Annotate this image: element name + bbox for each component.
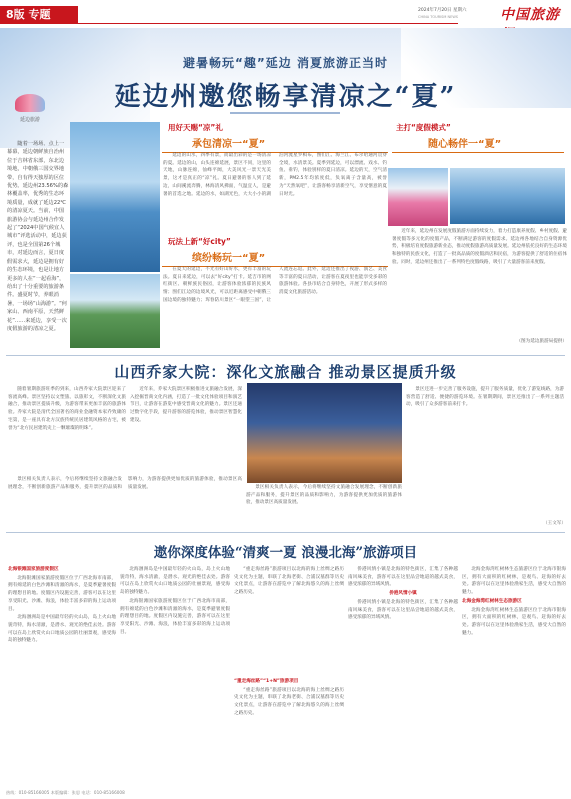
- article-3-col-2: [120, 566, 230, 786]
- section-b-body: [163, 266, 387, 348]
- article-2-col-4: [406, 386, 564, 520]
- article-3-heading-2: “重走海丝路”“1+N”旅游项目: [234, 679, 299, 684]
- section-a-kicker: 用好天赐“凉”礼: [168, 123, 223, 132]
- date-text-en: CHINA TOURISM NEWS: [418, 15, 459, 19]
- article-3-text-5a: 北海金海湾红树林生态旅游区位于北海市银海区，拥有大面积的红树林，是观鸟、赶海的好去处。游客可以在这里体验渔家生活，感受大自然的魅力。: [462, 567, 566, 596]
- article-3-col-3: [234, 566, 344, 676]
- section-c-header: [392, 122, 568, 153]
- article-2-col-5: [8, 476, 242, 528]
- lead-paragraph: [7, 140, 69, 346]
- section-label: 8版 专题: [0, 6, 78, 24]
- article-2-text-1b: 景区相关负责人表示，今后将继续坚持文旅融合发展理念，不断创新旅游产品和服务，提升景区的品质和影响力，为游客提供更加优质的旅游体验，推动景区高质量发展。: [8, 477, 242, 490]
- lead-text: 随着一场场、点上一幕幕，延边朝鲜族自治州位于吉林省东部，东北边境地，中朝俄三国交界地带，自有得天独厚的区位优势。延边州23.56%的森林覆盖率，优秀的生态环境质量，成就了延边22℃的清凉夏天。当前，中国旅游协会与延边州合作发起了“2024中国气候宜人城市”评选活动中，延边获评，也是全国第26个城市，对延边而言，夏日度假需求大，延边是拥有好的生态环境，也是让地方更多的人在“一起看海”，给出了十分重要的旅游条件。盛夏时节，养眼消暑，一场场“山海游”。“何家山、西南平原，天然鲜花”……来延边，享受一次度假旅游的清凉之夏。: [7, 141, 69, 332]
- yanbian-logo: [8, 94, 52, 132]
- photo-mountain: [70, 274, 160, 348]
- yanbian-logo-caption: 延边旅游: [19, 117, 40, 123]
- article-2-col-1: [8, 386, 126, 474]
- article-3-text-1: 北海银滩国家旅游度假区位于广西北海市南部，拥有绵延的白色沙滩和清澈的海水，是夏季避暑度假的理想目的地。度假区内设施完善，游客可以在这里享受阳光、沙滩、海浪，体验丰富多彩的海上运动项目。: [8, 575, 116, 612]
- section-c-caption: （图为延边旅游局提供）: [516, 339, 567, 344]
- hero-subtitle: 避暑畅玩“趣”延边 消夏旅游正当时: [183, 56, 388, 70]
- section-a-title: 承包清凉一“夏”: [192, 139, 266, 150]
- photo-coast: [70, 122, 160, 272]
- hero-divider: [230, 112, 340, 114]
- article-3-text-2b: 北海涠洲岛是中国最年轻的火山岛，岛上火山地貌奇特，海水清澈，是潜水、观光的绝佳去处。游客可以在岛上欣赏火山口地质公园的壮丽景观，感受海岛的独特魅力。: [120, 567, 230, 596]
- article-2-credit: （王文军）: [543, 521, 566, 526]
- section-c-kicker: 主打“度假模式”: [396, 123, 451, 132]
- section-a-header: [162, 122, 402, 153]
- article-3-col-1: [8, 566, 116, 786]
- article-2-col-2: [130, 386, 242, 474]
- section-c-title: 随心畅伴一“夏”: [428, 139, 502, 150]
- footer-info: 热线：010-85166005 本版编辑：张思 电话：010-85166008: [6, 790, 125, 795]
- article-2-text-2: 近年来，乔家大院景区积极推进文旅融合发展，深入挖掘晋商文化内涵，打造了一批文化体验项目和演艺节目，让游客在游览中感受晋商文化的魅力。景区还通过数字化手段，提升游客的游览体验，推动景区智慧化建设。: [130, 387, 242, 423]
- section-c-body: [392, 228, 567, 338]
- section-b-title: 缤纷畅玩一“夏”: [192, 253, 266, 264]
- article-3-heading-1: 北海银滩国家旅游度假区: [8, 567, 59, 572]
- article-3-text-2: 北海涠洲岛是中国最年轻的火山岛，岛上火山地貌奇特，海水清澈，是潜水、观光的绝佳去处。游客可以在岛上欣赏火山口地质公园的壮丽景观，感受海岛的独特魅力。: [8, 615, 116, 644]
- article-2-text-3: 景区相关负责人表示，今后将继续坚持文旅融合发展理念，不断创新旅游产品和服务，提升景区的品质和影响力，为游客提供更加优质的旅游体验，推动景区高质量发展。: [246, 485, 402, 506]
- section-b-header: [162, 236, 402, 267]
- photo-flowers: [388, 168, 448, 226]
- masthead: [0, 0, 571, 26]
- section-c-caption-box: [452, 338, 567, 348]
- masthead-rule: [78, 23, 458, 24]
- article-3-heading-3: 侨港风情小镇: [389, 591, 417, 597]
- article-3-text-3: “重走海丝路”旅游项目以北海的海上丝绸之路历史文化为主题，串联了北海老街、合浦汉墓群等历史文化景点，让游客在游览中了解北海悠久的海上丝绸之路历史。: [234, 567, 344, 596]
- article-3-col-4: [348, 566, 458, 786]
- section-b-kicker: 玩法上新“好city”: [168, 237, 231, 246]
- article-3-heading-4: 北海金海湾红树林生态旅游区: [462, 598, 522, 604]
- section-b-text: 在夏天的延边，不光有好山好水，更有丰富的玩法。夏日来延边，可以去“好city”打卡。延吉市的网红街区、朝鲜族民俗园，让游客体验浓郁的民族风情；图们江边的边境风光，可以近距离感受中朝俄三国边境的独特魅力；珲春防川景区“一眼望三国”，让人流连忘返。此外，延边还推出了夜游、演艺、美食等丰富的夏日活动，让游客在夏夜里也能享受多彩的旅游体验。各县市结合自身特色，开展了形式多样的消夏文化旅游活动。: [163, 267, 387, 303]
- article-2-text-1: 随着暑期旅游旺季的到来，山西乔家大院景区迎来了客流高峰。景区坚持以文塑旅、以旅彰文，不断深化文旅融合，推动景区提质升级，为游客带来更加丰富的旅游体验。乔家大院是清代全国著名的商业金融资本家乔致庸的宅第，是一座具有北方汉族传统民居建筑风格的古宅，被誉为“北方民居建筑史上一颗璀璨的明珠”。: [8, 387, 126, 431]
- section-c-rule: [392, 152, 564, 153]
- divider-2: [6, 355, 565, 356]
- divider-3: [6, 532, 565, 533]
- hero-title: 延边州邀您畅享清凉之“夏”: [114, 82, 457, 112]
- article-3-col-5: [462, 566, 566, 786]
- section-c-text: 近年来，延边州在发展度假旅游方面持续发力，着力打造康养度假、乡村度假、避暑度假等多元化的度假产品，不断满足游客的度假需求。延边州各地结合自身资源优势，积极培育度假旅游新业态，推动度假旅游高质量发展。延边州依托良好的生态环境和独特的民族文化，打造了一批高品质的度假酒店和民宿，为游客提供了舒适的住宿体验。同时，延边州还推出了一系列特色度假线路，吸引了大量游客前来度假。: [392, 229, 567, 265]
- newspaper-logo: 中国旅游: [500, 7, 560, 23]
- photo-river: [450, 168, 565, 224]
- article-3-text-5: 北海金海湾红树林生态旅游区位于北海市银海区，拥有大面积的红树林，是观鸟、赶海的好去处。游客可以在这里体验渔家生活，感受大自然的魅力。: [462, 607, 566, 636]
- section-a-body: [163, 152, 387, 236]
- article-2-title: 山西乔家大院：深化文旅融合 推动景区提质升级: [114, 363, 457, 381]
- article-3-text-3b: “重走海丝路”旅游项目以北海的海上丝绸之路历史文化为主题，串联了北海老街、合浦汉墓群等历史文化景点，让游客在游览中了解北海悠久的海上丝绸之路历史。: [234, 687, 344, 716]
- article-3-col-3b: [234, 678, 344, 786]
- yanbian-logo-icon: [15, 94, 45, 112]
- article-2-text-4: 景区还进一步完善了服务设施，提升了服务质量，优化了游览线路，为游客营造了舒适、便捷的游览环境。在暑期期间，景区还推出了一系列主题活动，吸引了众多游客前来打卡。: [406, 387, 564, 408]
- section-a-text: 延边的山水，四季有景，而最出彩的是一场清凉的夏。延边的山，山头连绵延展，景区不同，这里的天地，山脉连绵，仙峰平阔，大美风光一景天光美景，这才是真正的“凉”礼。夏日避暑的客人到了延边，山间溪流奔腾，林海清风拂面，气温宜人，是避暑的首选之地。延边的水，如湖光色，大大小小的湖泊河流星罗棋布，图们江、海兰江、布尔哈通河贯穿全境，水清景美。夏季到延边，可以漂流、戏水、钓鱼、垂钓，体验别样的夏日清凉。延边的天，空气清新，PM2.5年均浓度低，负氧离子含量高，被誉为“天然氧吧”，让游客畅享清新空气，享受惬意的夏日时光。: [163, 153, 387, 197]
- date-line: [418, 8, 466, 20]
- article-3-title: 遨你深度体验“清爽一夏 浪漫北海”旅游项目: [153, 545, 418, 561]
- article-3-text-1b: 北海银滩国家旅游度假区位于广西北海市南部，拥有绵延的白色沙滩和清澈的海水，是夏季避暑度假的理想目的地。度假区内设施完善，游客可以在这里享受阳光、沙滩、海浪，体验丰富多彩的海上运动项目。: [120, 598, 230, 635]
- article-3-text-4: 侨港风情小镇是北海的特色街区，汇集了各种越南风味美食，游客可以在这里品尝地道的越式美食，感受浓郁的异域风情。: [348, 599, 458, 621]
- article-3-text-4a: 侨港风情小镇是北海的特色街区，汇集了各种越南风味美食，游客可以在这里品尝地道的越式美食，感受浓郁的异域风情。: [348, 567, 458, 588]
- photo-qiao-courtyard: [247, 383, 402, 483]
- date-text: 2024年7月20日 星期六: [418, 8, 467, 13]
- article-2-col-3: [246, 484, 402, 528]
